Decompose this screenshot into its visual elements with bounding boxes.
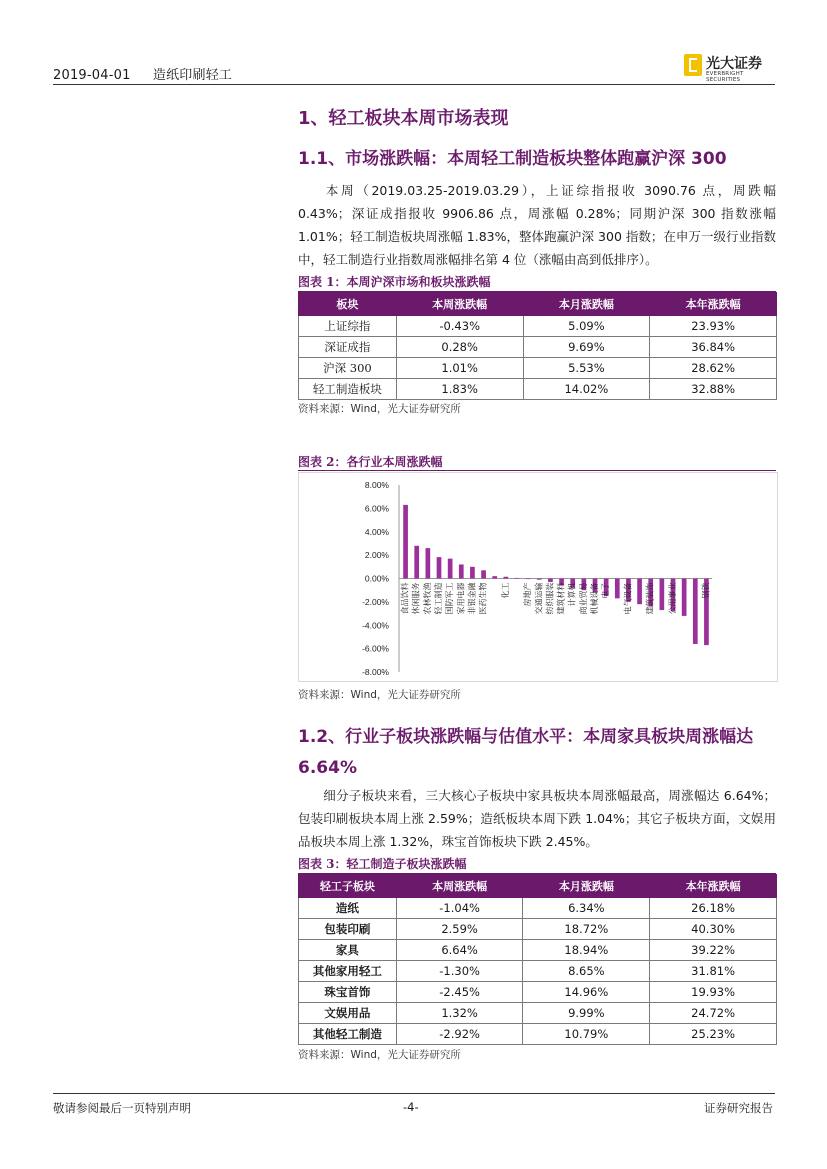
x-tick-label: 食品饮料 <box>400 582 410 615</box>
column-header: 本月涨跌幅 <box>523 875 650 898</box>
market-index-table <box>298 292 777 400</box>
bar <box>437 557 442 578</box>
bar <box>492 576 497 578</box>
table-row <box>299 358 777 379</box>
x-tick-label: 公用事业 <box>668 582 677 615</box>
table-row <box>299 1003 777 1024</box>
x-tick-label: 纺织服装 <box>545 582 555 615</box>
bar <box>470 567 475 579</box>
header-date <box>53 64 232 83</box>
cell: 0.28% <box>396 337 523 358</box>
cell: 1.83% <box>396 379 523 400</box>
row-name: 其他家用轻工 <box>299 961 397 982</box>
bar <box>548 579 553 583</box>
column-header: 轻工子板块 <box>299 875 397 898</box>
x-tick-label: 医药生物 <box>478 582 488 615</box>
y-tick-label: -6.00% <box>362 643 389 654</box>
bar <box>448 559 453 579</box>
cell: 1.32% <box>396 1003 523 1024</box>
chart2-source: 资料来源：Wind，光大证券研究所 <box>298 689 461 701</box>
cell: 6.34% <box>523 898 650 919</box>
chart2-caption: 图表 2：各行业本周涨跌幅 <box>298 455 443 469</box>
cell: 9.69% <box>523 337 650 358</box>
x-tick-label: 建筑装饰 <box>645 582 655 615</box>
industry-weekly-change-chart <box>298 472 778 682</box>
y-tick-label: 4.00% <box>364 526 389 537</box>
cell: 18.94% <box>523 940 650 961</box>
cell: 32.88% <box>650 379 777 400</box>
table3-caption: 图表 3：轻工制造子板块涨跌幅 <box>298 857 467 871</box>
column-header: 本月涨跌幅 <box>523 293 650 316</box>
row-name: 家具 <box>299 940 397 961</box>
cell: 5.53% <box>523 358 650 379</box>
cell: 18.72% <box>523 919 650 940</box>
y-tick-label: -4.00% <box>362 620 389 631</box>
cell: 10.79% <box>523 1024 650 1045</box>
bar <box>526 579 531 580</box>
logo <box>684 52 776 83</box>
cell: 1.01% <box>396 358 523 379</box>
logo-chinese: 光大证券 <box>706 56 762 72</box>
x-tick-label: 房地产 <box>523 582 533 607</box>
y-tick-label: 8.00% <box>364 480 389 490</box>
logo-mark-icon <box>684 54 702 76</box>
x-tick-label: 钢铁 <box>701 582 711 599</box>
table-row <box>299 1024 777 1045</box>
row-name: 珠宝首饰 <box>299 982 397 1003</box>
cell: 26.18% <box>650 898 777 919</box>
footer-disclaimer: 敬请参阅最后一页特别声明 <box>53 1101 191 1115</box>
footer-report-type: 证券研究报告 <box>704 1101 773 1115</box>
bar <box>515 578 520 579</box>
row-name: 深证成指 <box>299 337 397 358</box>
subsection-title-2: 1.2、行业子板块涨跌幅与估值水平：本周家具板块周涨幅达 6.64% <box>298 727 754 778</box>
x-tick-label: 非银金融 <box>467 582 477 615</box>
chart2-caption-rule <box>298 470 776 471</box>
logo-english: EVERBRIGHT SECURITIES <box>706 71 744 83</box>
x-tick-label: 建筑材料 <box>556 582 566 615</box>
cell: -2.45% <box>396 982 523 1003</box>
bar <box>537 579 542 580</box>
table-row <box>299 898 777 919</box>
y-tick-label: 0.00% <box>364 573 389 584</box>
column-header: 板块 <box>299 293 397 316</box>
cell: 2.59% <box>396 919 523 940</box>
x-tick-label: 家用电器 <box>456 582 466 615</box>
cell: 23.93% <box>650 316 777 337</box>
table-row <box>299 919 777 940</box>
column-header: 本年涨跌幅 <box>650 293 777 316</box>
cell: 24.72% <box>650 1003 777 1024</box>
cell: -2.92% <box>396 1024 523 1045</box>
table-header-row <box>299 875 777 898</box>
paragraph-market-summary: 本周（2019.03.25-2019.03.29），上证综指报收 3090.76 点，周跌幅 0.43%；深证成指报收 9906.86 点，周涨幅 0.28%；同期沪深 300 指数涨幅 1.01%；轻工制造板块周涨幅 1.83%，整体跑赢沪深 300 指数；在申万一级行业指数中，轻工制造行业指数周涨幅排名第 4 位（涨幅由高到低排序）。 <box>298 183 776 267</box>
cell: 5.09% <box>523 316 650 337</box>
cell: 8.65% <box>523 961 650 982</box>
column-header: 本周涨跌幅 <box>396 875 523 898</box>
cell: -1.04% <box>396 898 523 919</box>
report-category: 造纸印刷轻工 <box>152 68 233 83</box>
cell: 36.84% <box>650 337 777 358</box>
section-title: 1、轻工板块本周市场表现 <box>298 108 509 129</box>
table-row <box>299 982 777 1003</box>
paragraph-subsector-summary: 细分子板块来看，三大核心子板块中家具板块本周涨幅最高，周涨幅达 6.64%；包装印刷板块本周上涨 2.59%；造纸板块本周下跌 1.04%；其它子板块方面，文娱用品板块本周上涨 1.32%，珠宝首饰板块下跌 2.45%。 <box>298 788 776 849</box>
cell: 14.96% <box>523 982 650 1003</box>
report-date: 2019-04-01 <box>53 68 131 83</box>
subsector-table <box>298 874 777 1045</box>
y-tick-label: -2.00% <box>362 596 389 607</box>
y-tick-label: -8.00% <box>362 667 389 677</box>
table3-source: 资料来源：Wind，光大证券研究所 <box>298 1049 461 1061</box>
x-tick-label: 机械设备 <box>590 582 599 615</box>
x-tick-label: 电气设备 <box>623 582 633 615</box>
x-tick-label: 电子 <box>601 582 611 599</box>
row-name: 沪深 300 <box>299 358 397 379</box>
bar <box>403 505 408 579</box>
column-header: 本年涨跌幅 <box>650 875 777 898</box>
table1-caption: 图表 1：本周沪深市场和板块涨跌幅 <box>298 275 491 289</box>
bar <box>504 577 509 579</box>
x-tick-label: 国防军工 <box>445 582 455 615</box>
table-row <box>299 337 777 358</box>
bar <box>481 570 486 578</box>
y-tick-label: 2.00% <box>364 550 389 561</box>
bar <box>637 579 642 605</box>
table-header-row <box>299 293 777 316</box>
x-tick-label: 交通运输 <box>534 582 544 615</box>
x-tick-label: 休闲服务 <box>411 582 421 615</box>
table-row <box>299 961 777 982</box>
y-tick-label: 6.00% <box>364 503 389 514</box>
x-tick-label: 计算机 <box>567 582 577 607</box>
table-row <box>299 940 777 961</box>
row-name: 文娱用品 <box>299 1003 397 1024</box>
bar <box>660 579 665 611</box>
cell: 14.02% <box>523 379 650 400</box>
cell: -0.43% <box>396 316 523 337</box>
x-tick-label: 化工 <box>500 582 510 599</box>
bar <box>414 546 419 579</box>
bar <box>615 579 620 599</box>
row-name: 造纸 <box>299 898 397 919</box>
cell: 39.22% <box>650 940 777 961</box>
cell: 31.81% <box>650 961 777 982</box>
row-name: 上证综指 <box>299 316 397 337</box>
x-tick-label: 农林牧渔 <box>422 582 432 615</box>
row-name: 轻工制造板块 <box>299 379 397 400</box>
table-row <box>299 316 777 337</box>
cell: 6.64% <box>396 940 523 961</box>
column-header: 本周涨跌幅 <box>396 293 523 316</box>
bar <box>459 564 464 578</box>
table1-source: 资料来源：Wind，光大证券研究所 <box>298 403 461 415</box>
bar <box>693 579 698 644</box>
cell: 25.23% <box>650 1024 777 1045</box>
cell: -1.30% <box>396 961 523 982</box>
cell: 19.93% <box>650 982 777 1003</box>
x-tick-label: 商业贸易 <box>578 582 588 615</box>
page-number: -4- <box>403 1100 419 1114</box>
row-name: 其他轻工制造 <box>299 1024 397 1045</box>
cell: 40.30% <box>650 919 777 940</box>
row-name: 包装印刷 <box>299 919 397 940</box>
bar <box>682 579 687 616</box>
cell: 28.62% <box>650 358 777 379</box>
table-row <box>299 379 777 400</box>
bar <box>426 548 431 578</box>
header-divider <box>53 84 775 85</box>
footer-divider <box>53 1093 775 1094</box>
x-tick-label: 轻工制造 <box>434 582 443 615</box>
subsection-title-1: 1.1、市场涨跌幅：本周轻工制造板块整体跑赢沪深 300 <box>298 149 727 169</box>
cell: 9.99% <box>523 1003 650 1024</box>
